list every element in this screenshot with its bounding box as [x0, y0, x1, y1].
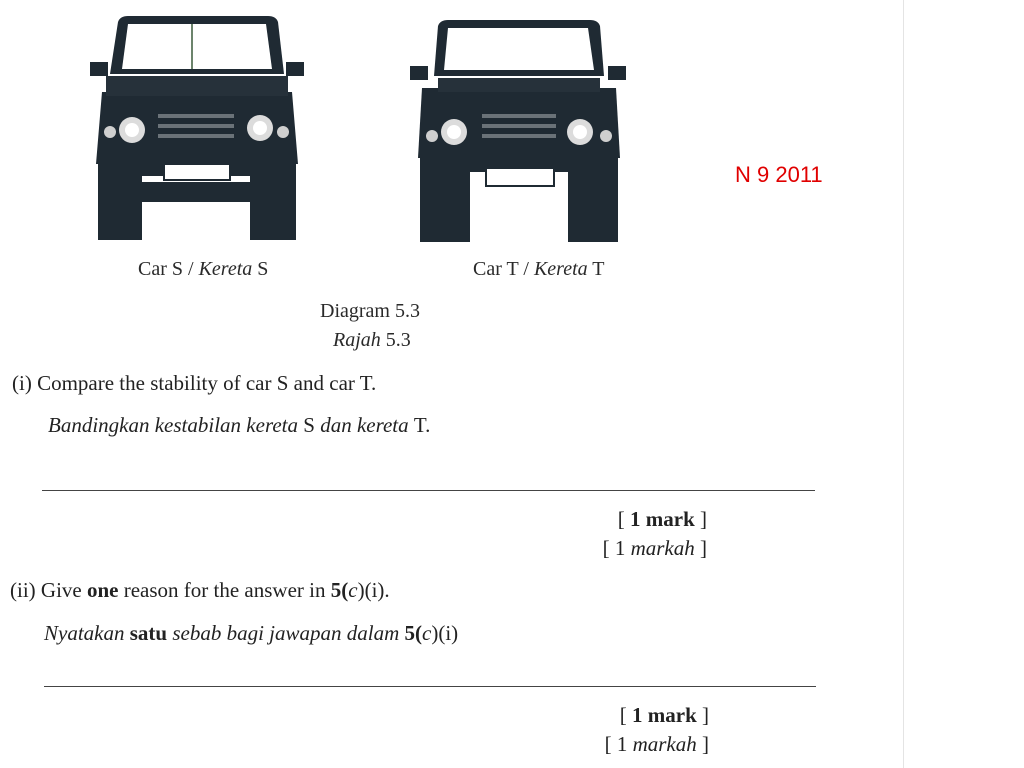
- car-t-caption: [473, 258, 605, 281]
- mark-i-english-value: 1 mark: [630, 507, 695, 531]
- car-t-caption-ms: Kereta: [533, 258, 588, 280]
- question-ii-malay-b: sebab bagi jawapan dalam: [167, 621, 405, 645]
- car-s-illustration: [88, 14, 306, 244]
- question-ii-english-bold: one: [86, 578, 119, 602]
- car-s-caption: [138, 258, 268, 281]
- car-s-caption-en: Car S /: [138, 258, 199, 280]
- question-i-malay: [48, 413, 430, 438]
- question-ii-english-ref-a: 5(: [330, 578, 349, 602]
- answer-line-ii[interactable]: [44, 686, 816, 687]
- question-ii-english-b: reason for the answer in: [118, 578, 331, 602]
- question-ii-malay-ref-c: c: [422, 621, 432, 645]
- question-i-malay-d: T.: [413, 413, 431, 437]
- question-ii-english-a: (ii) Give: [10, 578, 87, 602]
- mark-i-malay-word: markah: [625, 536, 695, 560]
- question-ii-english-ref-c: c: [348, 578, 358, 602]
- mark-ii-english-close: ]: [696, 703, 709, 727]
- mark-ii-malay-num: 1: [616, 732, 628, 756]
- diagram-title-malay-number: 5.3: [380, 329, 411, 351]
- car-t-caption-en: Car T /: [473, 258, 534, 280]
- question-ii-malay-a: Nyatakan: [44, 621, 130, 645]
- diagram-title: Diagram 5.3: [320, 300, 420, 322]
- mark-ii-malay: [605, 732, 709, 757]
- mark-i-malay: [603, 536, 707, 561]
- answer-line-i[interactable]: [42, 490, 815, 491]
- mark-i-english: [618, 507, 707, 532]
- mark-ii-malay-close: ]: [696, 732, 709, 756]
- question-ii-english-ref-b: )(i).: [357, 578, 390, 602]
- car-s-caption-letter: S: [252, 258, 269, 280]
- diagram-title-malay: [333, 329, 411, 352]
- reference-tag: N 9 2011: [735, 162, 823, 187]
- question-i-english: (i) Compare the stability of car S and car T.: [12, 371, 377, 395]
- car-t-illustration: [408, 18, 630, 246]
- mark-i-malay-open: [: [602, 536, 615, 560]
- mark-ii-english-value: 1 mark: [632, 703, 697, 727]
- question-ii-malay-bold: satu: [129, 621, 168, 645]
- car-t-caption-letter: T: [587, 258, 605, 280]
- car-s-caption-ms: Kereta: [198, 258, 253, 280]
- diagram-title-malay-word: Rajah: [333, 329, 381, 351]
- question-i-malay-b: S: [303, 413, 315, 437]
- question-ii-malay: [44, 621, 458, 646]
- mark-i-malay-close: ]: [694, 536, 707, 560]
- mark-ii-malay-open: [: [604, 732, 617, 756]
- mark-ii-english-open: [: [619, 703, 632, 727]
- mark-ii-malay-word: markah: [627, 732, 697, 756]
- mark-ii-english: [620, 703, 709, 728]
- mark-i-english-open: [: [617, 507, 630, 531]
- question-i-malay-c: dan kereta: [314, 413, 414, 437]
- mark-i-malay-num: 1: [614, 536, 626, 560]
- question-ii-malay-ref-a: 5(: [404, 621, 423, 645]
- mark-i-english-close: ]: [694, 507, 707, 531]
- question-ii-malay-ref-b: )(i): [431, 621, 459, 645]
- question-i-malay-a: Bandingkan kestabilan kereta: [48, 413, 304, 437]
- page-margin: [904, 0, 1024, 768]
- question-ii-english: [10, 578, 390, 603]
